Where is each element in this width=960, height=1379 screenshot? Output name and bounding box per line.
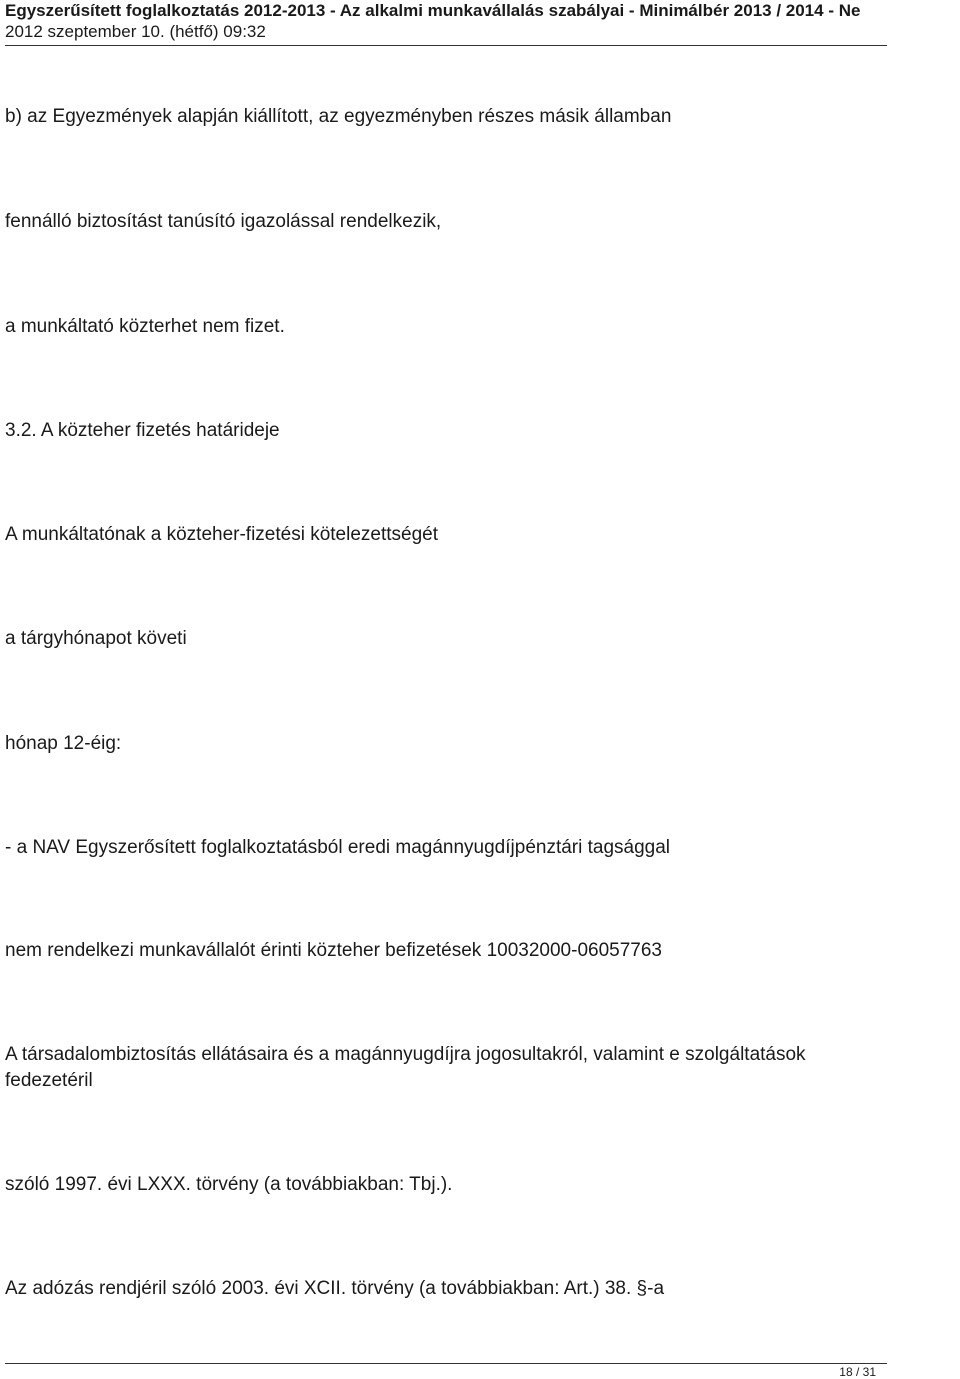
paragraph-9: A társadalombiztosítás ellátásaira és a magánnyugdíjra jogosultakról, valamint e szolgáltatások fedezetéril xyxy=(5,1044,806,1091)
paragraph-5: a tárgyhónapot követi xyxy=(5,628,187,649)
paragraph-3: a munkáltató közterhet nem fizet. xyxy=(5,316,285,337)
paragraph-1: b) az Egyezmények alapján kiállított, az egyezményben részes másik államban xyxy=(5,106,672,127)
section-heading: 3.2. A közteher fizetés határideje xyxy=(5,420,280,441)
header-divider xyxy=(5,45,887,46)
paragraph-10: szóló 1997. évi LXXX. törvény (a továbbiakban: Tbj.). xyxy=(5,1174,453,1195)
document-date: 2012 szeptember 10. (hétfő) 09:32 xyxy=(5,22,266,41)
paragraph-4: A munkáltatónak a közteher-fizetési kötelezettségét xyxy=(5,524,439,545)
footer-divider xyxy=(5,1363,887,1364)
paragraph-2: fennálló biztosítást tanúsító igazolással rendelkezik, xyxy=(5,211,442,232)
paragraph-11: Az adózás rendjéril szóló 2003. évi XCII. törvény (a továbbiakban: Art.) 38. §-a xyxy=(5,1278,665,1299)
paragraph-8: nem rendelkezi munkavállalót érinti közteher befizetések 10032000-06057763 xyxy=(5,940,662,961)
document-title: Egyszerűsített foglalkoztatás 2012-2013 - Az alkalmi munkavállalás szabályai - Minimálbér 2013 / 2014 - Ne xyxy=(5,1,861,20)
paragraph-7: - a NAV Egyszerősített foglalkoztatásból eredi magánnyugdíjpénztári tagsággal xyxy=(5,837,671,858)
paragraph-6: hónap 12-éig: xyxy=(5,733,122,754)
page-number: 18 / 31 xyxy=(839,1365,876,1379)
